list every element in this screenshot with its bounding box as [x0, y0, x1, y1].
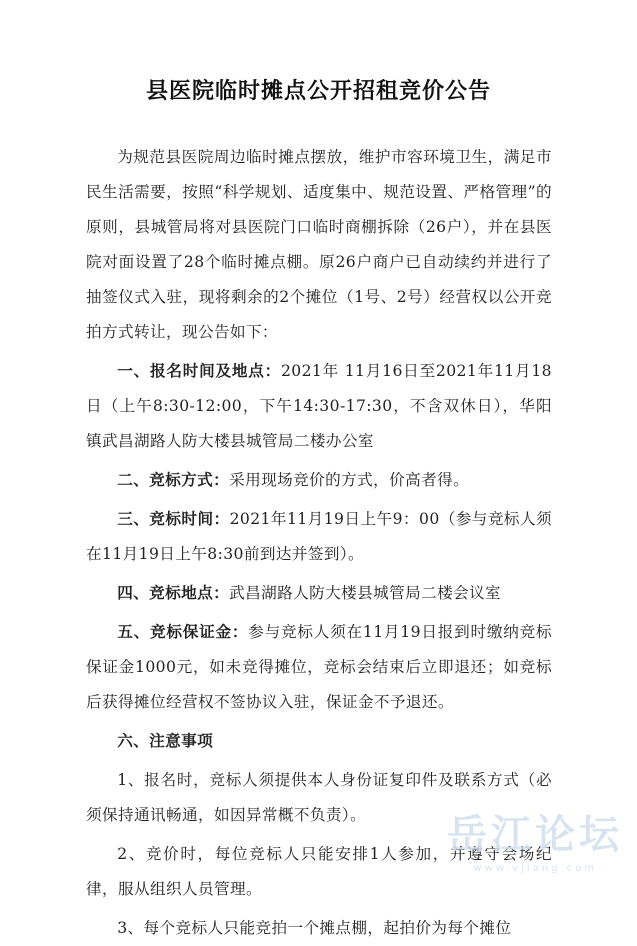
- section-label: 四、竞标地点：: [117, 584, 230, 602]
- section-deposit: [86, 615, 552, 720]
- note-item: 3、每个竞标人只能竞拍一个摊点棚，起拍价为每个摊位: [117, 919, 512, 937]
- section-bid-method: [86, 463, 552, 498]
- notes-heading-label: 六、注意事项: [117, 732, 214, 750]
- section-label: 二、竞标方式：: [117, 471, 230, 489]
- note-item: 2、竞价时，每位竞标人只能安排1人参加，并遵守会场纪律，服从组织人员管理。: [86, 845, 552, 898]
- section-text: 参与竞标人须在11月19日报到时缴纳竞标保证金1000元，如未竞得摊位，竞标会结束后立即退还；如竞标后获得摊位经营权不签协议入驻，保证金不予退还。: [86, 623, 552, 711]
- intro-paragraph: 为规范县医院周边临时摊点摆放，维护市容环境卫生，满足市民生活需要，按照“科学规划、适度集中、规范设置、严格管理”的原则，县城管局将对县医院门口临时商棚拆除（26户），并在县医院对面设置了28个临时摊点棚。原26户商户已自动续约并进行了抽签仪式入驻，现将剩余的2个摊位（1号、2号）经营权以公开竞拍方式转让，现公告如下：: [86, 148, 552, 341]
- page-title: 县医院临时摊点公开招租竞价公告: [145, 78, 491, 104]
- watermark-url: www.vjiang.com: [473, 863, 597, 874]
- section-label: 三、竞标时间：: [117, 510, 230, 528]
- section-text: 采用现场竞价的方式，价高者得。: [229, 471, 470, 489]
- section-label: 一、报名时间及地点：: [117, 362, 281, 380]
- watermark-logo: 岳江论坛: [447, 812, 623, 858]
- section-label: 五、竞标保证金：: [117, 623, 249, 641]
- document-body: [86, 140, 552, 946]
- note-item: 1、报名时，竞标人须提供本人身份证复印件及联系方式（必须保持通讯畅通，如因异常概不负责）。: [86, 771, 552, 824]
- section-text: 2021年 11月16日至2021年11月18日（上午8:30-12:00，下午14:30-17:30，不含双休日），华阳镇武昌湖路人防大楼县城管局二楼办公室: [86, 362, 552, 450]
- section-bid-location: [86, 576, 552, 611]
- notes-heading: [86, 724, 552, 759]
- section-text: 武昌湖路人防大楼县城管局二楼会议室: [229, 584, 502, 602]
- section-text: 2021年11月19日上午9：00（参与竞标人须在11月19日上午8:30前到达并签到）。: [86, 510, 552, 563]
- section-registration: [86, 354, 552, 459]
- section-bid-time: [86, 502, 552, 572]
